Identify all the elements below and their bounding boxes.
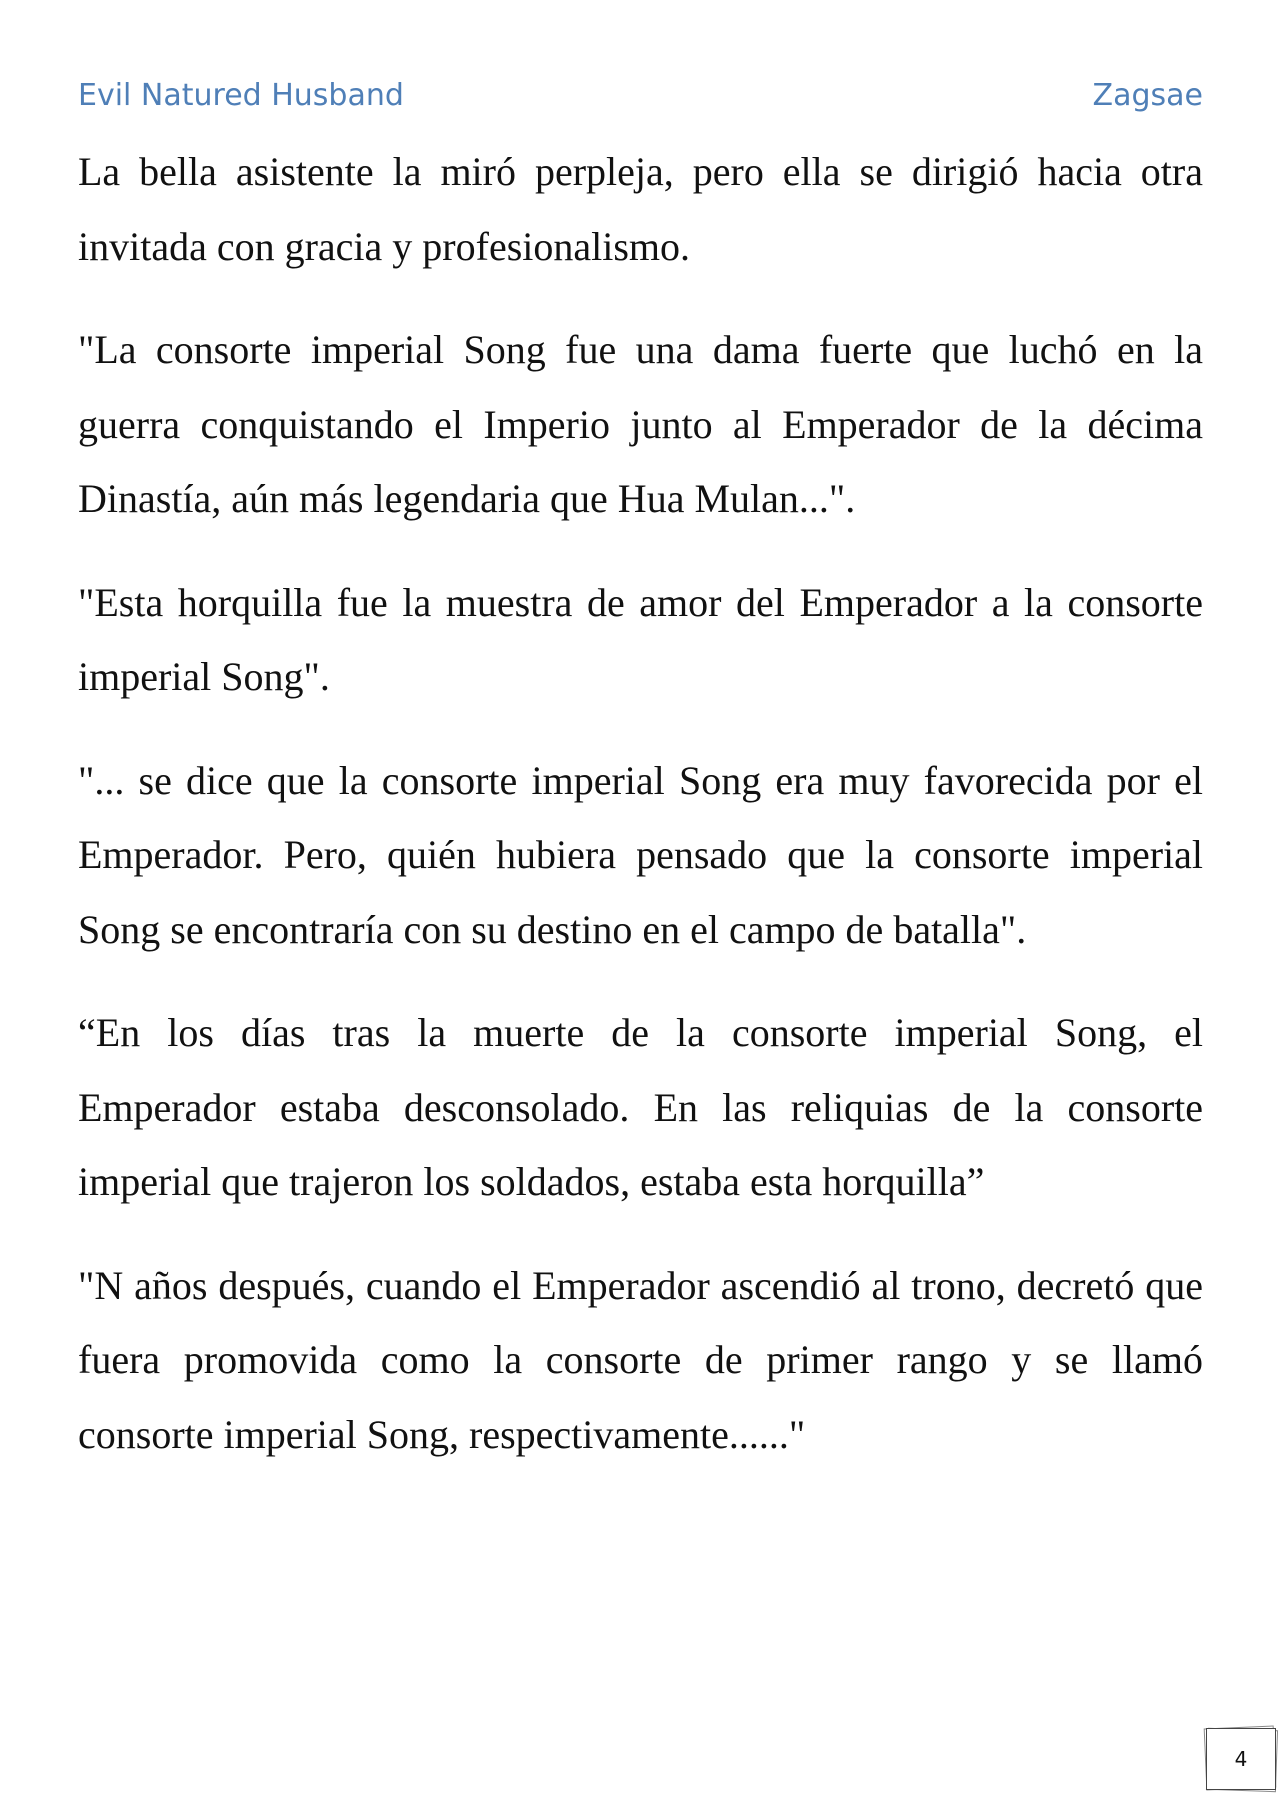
- paragraph: “En los días tras la muerte de la consorte imperial Song, el Emperador estaba desconsolado. En las reliquias de la consorte imperial que trajeron los soldados, estaba esta horquilla”: [78, 1010, 1203, 1204]
- running-header: [78, 78, 1203, 122]
- page-number-badge: [1202, 1725, 1278, 1793]
- author-name: Zagsae: [1092, 78, 1203, 113]
- page-number: 4: [1206, 1728, 1276, 1790]
- paragraph: "La consorte imperial Song fue una dama fuerte que luchó en la guerra conquistando el Imperio junto al Emperador de la décima Dinastía, aún más legendaria que Hua Mulan...".: [78, 327, 1203, 521]
- paragraph: "N años después, cuando el Emperador ascendió al trono, decretó que fuera promovida como la consorte de primer rango y se llamó consorte imperial Song, respectivamente......": [78, 1262, 1203, 1457]
- body-text: [78, 135, 1203, 1501]
- book-title: Evil Natured Husband: [78, 78, 404, 113]
- paragraph: "... se dice que la consorte imperial Song era muy favorecida por el Emperador. Pero, quién hubiera pensado que la consorte imperial Song se encontraría con su destino en el campo de batalla".: [78, 757, 1203, 952]
- paragraph: "Esta horquilla fue la muestra de amor del Emperador a la consorte imperial Song".: [78, 579, 1203, 699]
- paragraph: La bella asistente la miró perpleja, pero ella se dirigió hacia otra invitada con gracia y profesionalismo.: [78, 149, 1203, 269]
